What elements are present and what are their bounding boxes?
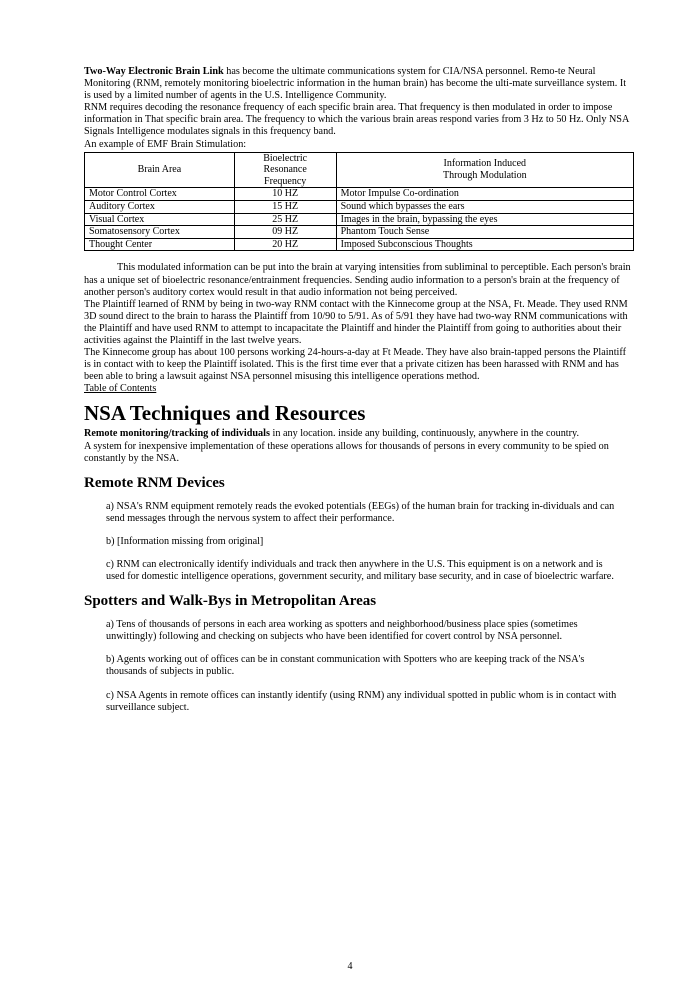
intro-lead-bold: Two-Way Electronic Brain Link	[84, 66, 224, 77]
list-item: a) Tens of thousands of persons in each area working as spotters and neighborhood/business place spies (sometimes unwittingly) following and checking on subjects who have been identified for covert control by NSA personnel.	[106, 619, 578, 643]
table-of-contents-link[interactable]: Table of Contents	[84, 383, 157, 395]
section-heading-spotters: Spotters and Walk-Bys in Metropolitan Areas	[84, 593, 377, 610]
section-heading-rnm-devices: Remote RNM Devices	[84, 474, 225, 491]
cell-info: Sound which bypasses the ears	[336, 201, 633, 214]
table-row	[85, 201, 634, 214]
spacer	[84, 251, 634, 262]
cell-area: Auditory Cortex	[85, 201, 235, 214]
cell-frequency: 10 HZ	[234, 188, 336, 201]
cell-info: Phantom Touch Sense	[336, 226, 633, 239]
spacer	[84, 525, 634, 536]
cell-area: Somatosensory Cortex	[85, 226, 235, 239]
intro-lead-rest: has become the ultimate communications system for CIA/NSA personnel. Remo-te Neural Monitoring (RNM, remotely monitoring bioelectric information in the human brain) has become the ulti-mate surveillance system. It is used by a limited number of agents in the U.S. Intelligence Community.	[84, 66, 627, 102]
body-paragraph-2: The Plaintiff learned of RNM by being in two-way RNM contact with the Kinnecome group at the NSA, Ft. Meade. They used RNM 3D sound direct to the brain to harass the Plaintiff from 10/90 to 5/91. As of 5/91 they have had two-way RNM communications with the Plaintiff and have used RNM to attempt to incapacitate the Plaintiff and hinder the Plaintiff from going to authorities about their activities against the Plaintiff in the last twelve years.	[84, 298, 628, 346]
document-page	[84, 66, 634, 714]
body-paragraph-1: This modulated information can be put into the brain at varying intensities from subliminal to perceptible. Each person's brain has a unique set of bioelectric resonance/entrainment frequencies. Sending audio information to a person's brain at the frequency of another person's auditory cortex would result in that audio information not being perceived.	[84, 262, 631, 298]
header-information	[336, 152, 633, 188]
header-information-text: Information Induced Through Modulation	[442, 158, 527, 182]
spacer	[84, 548, 634, 559]
toc-line	[84, 383, 634, 395]
cell-frequency: 15 HZ	[234, 201, 336, 214]
spacer	[84, 679, 634, 690]
table-header-row	[85, 152, 634, 188]
cell-frequency: 09 HZ	[234, 226, 336, 239]
cell-area: Thought Center	[85, 238, 235, 251]
header-frequency	[234, 152, 336, 188]
cell-frequency: 25 HZ	[234, 213, 336, 226]
nsa-lead-rest: in any location. inside any building, continuously, anywhere in the country.	[269, 428, 579, 440]
header-brain-area: Brain Area	[85, 152, 235, 188]
cell-frequency: 20 HZ	[234, 238, 336, 251]
section-heading-nsa: NSA Techniques and Resources	[84, 401, 366, 426]
list-item: a) NSA's RNM equipment remotely reads the evoked potentials (EEGs) of the human brain for tracking in-dividuals and can send messages through the nervous system to affect their performance.	[106, 500, 615, 524]
nsa-lead-bold: Remote monitoring/tracking of individuals	[84, 428, 270, 440]
cell-area: Motor Control Cortex	[85, 188, 235, 201]
table-row	[85, 238, 634, 251]
list-item: c) NSA Agents in remote offices can instantly identify (using RNM) any individual spotted in public whom is in contact with surveillance subject.	[106, 689, 617, 713]
spacer	[84, 643, 634, 654]
cell-info: Imposed Subconscious Thoughts	[336, 238, 633, 251]
table-row	[85, 226, 634, 239]
cell-info: Motor Impulse Co-ordination	[336, 188, 633, 201]
cell-area: Visual Cortex	[85, 213, 235, 226]
body-paragraph-3: The Kinnecome group has about 100 persons working 24-hours-a-day at Ft Meade. They have also brain-tapped persons the Plaintiff is in contact with to keep the Plaintiff isolated. This is the first time ever that a private citizen has been harassed with RNM and has been able to bring a lawsuit against NSA personnel misusing this intelligence operations method.	[84, 347, 626, 383]
intro-paragraph-2: RNM requires decoding the resonance frequency of each specific brain area. That frequency is then modulated in order to impose information in That specific brain area. The frequency to which the various brain areas respond varies from 3 Hz to 50 Hz. Only NSA Signals Intelligence modulates signals in this frequency band.	[84, 102, 629, 138]
list-item: c) RNM can electronically identify individuals and track then anywhere in the U.S. This equipment is on a network and is used for domestic intelligence operations, government security, and military base security, and in case of bioelectric warfare.	[106, 559, 614, 583]
table-row	[85, 213, 634, 226]
list-item: b) [Information missing from original]	[106, 535, 264, 547]
table-caption: An example of EMF Brain Stimulation:	[84, 138, 247, 150]
emf-stimulation-table	[84, 152, 634, 252]
cell-info: Images in the brain, bypassing the eyes	[336, 213, 633, 226]
page-number: 4	[347, 961, 353, 972]
nsa-paragraph-2: A system for inexpensive implementation of these operations allows for thousands of persons in every community to be spied on constantly by the NSA.	[84, 440, 609, 464]
list-item: b) Agents working out of offices can be in constant communication with Spotters who are keeping track of the NSA's thousands of subjects in public.	[106, 654, 585, 678]
header-frequency-text: Bioelectric Resonance Frequency	[263, 152, 308, 187]
nsa-paragraph-1	[84, 428, 634, 440]
intro-paragraph	[84, 66, 634, 102]
table-row	[85, 188, 634, 201]
